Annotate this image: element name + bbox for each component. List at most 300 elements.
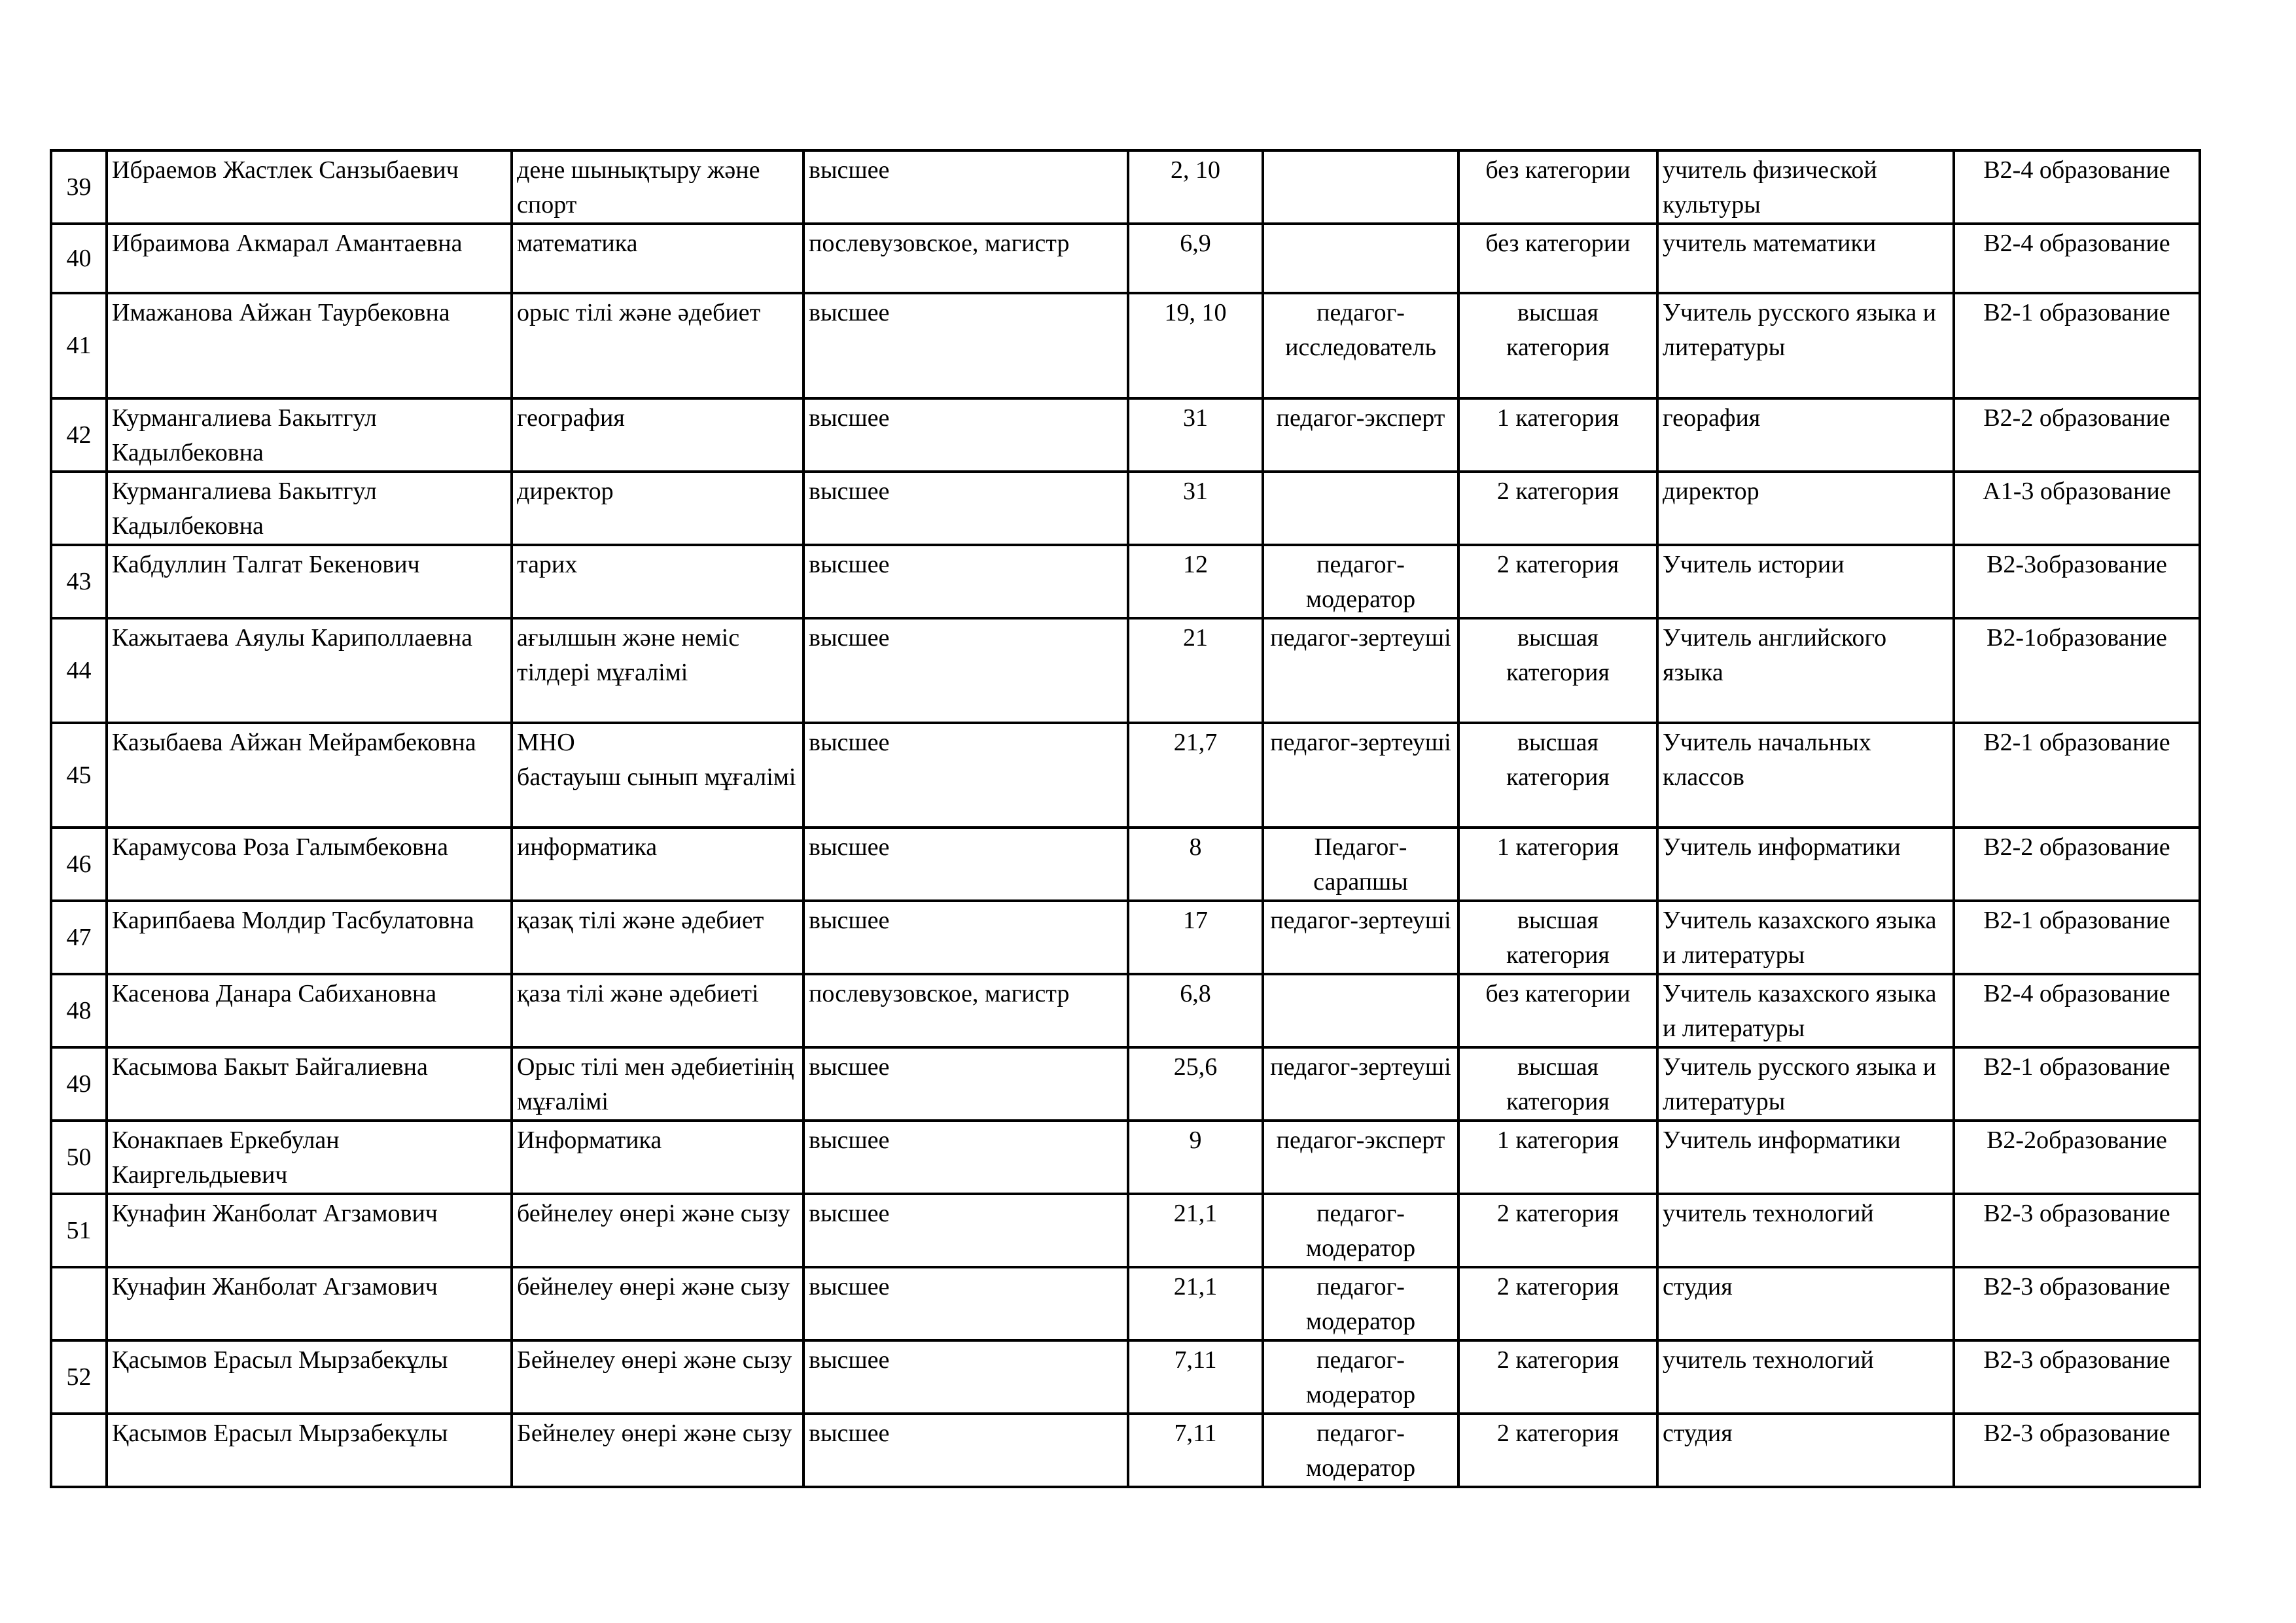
experience-cell [1128,150,1263,224]
qualification-cell [1263,472,1458,545]
category-cell [1458,1121,1657,1194]
category-cell-text: 2 категория [1496,478,1619,505]
full-name-cell-text: Кунафин Жанболат Агзамович [112,1273,438,1300]
education-cell-text: высшее [809,478,890,505]
full-name-cell [107,398,512,472]
row-number-text: 40 [66,244,92,272]
category-cell [1458,1340,1657,1414]
education-cell [804,150,1128,224]
education-cell [804,293,1128,398]
category-cell-text: высшая категория [1506,729,1610,791]
education-cell [804,1267,1128,1340]
category-cell [1458,293,1657,398]
table-row [51,974,2200,1047]
experience-cell-text: 21,7 [1173,729,1218,756]
specialty-cell [512,545,804,618]
category-cell [1458,224,1657,293]
full-name-cell-text: Конакпаев Еркебулан Каиргельдыевич [112,1126,340,1189]
experience-cell-text: 21,1 [1173,1200,1218,1227]
specialty-cell-text: Орыс тілі мен әдебиетінің мұғалімі [517,1053,794,1115]
position-cell-text: Учитель начальных классов [1663,729,1871,791]
row-number-text: 49 [66,1070,92,1098]
experience-cell [1128,1047,1263,1121]
category-cell [1458,1414,1657,1487]
education-cell [804,224,1128,293]
grade-cell [1954,1121,2200,1194]
position-cell [1657,828,1954,901]
row-number-text: 45 [66,761,92,789]
full-name-cell-text: Кажытаева Аяулы Кариполлаевна [112,624,473,652]
grade-cell-text: В2-4 образование [1983,980,2170,1007]
experience-cell-text: 21,1 [1173,1273,1218,1300]
experience-cell [1128,293,1263,398]
table-row [51,1121,2200,1194]
qualification-cell [1263,293,1458,398]
grade-cell [1954,1047,2200,1121]
experience-cell-text: 12 [1183,551,1208,578]
qualification-cell [1263,545,1458,618]
qualification-cell [1263,1121,1458,1194]
full-name-cell-text: Курмангалиева Бакытгул Кадылбековна [112,404,377,466]
category-cell-text: высшая категория [1506,299,1610,361]
full-name-cell [107,1047,512,1121]
experience-cell-text: 6,9 [1180,230,1211,257]
position-cell-text: Учитель казахского языка и литературы [1663,980,1937,1042]
education-cell-text: высшее [809,833,890,861]
specialty-cell-text: орыс тілі және әдебиет [517,299,761,326]
position-cell [1657,1340,1954,1414]
full-name-cell [107,150,512,224]
full-name-cell-text: Кунафин Жанболат Агзамович [112,1200,438,1227]
experience-cell-text: 7,11 [1174,1346,1217,1374]
row-number [51,398,107,472]
education-cell-text: высшее [809,1053,890,1081]
education-cell [804,618,1128,723]
specialty-cell [512,828,804,901]
full-name-cell-text: Карипбаева Молдир Тасбулатовна [112,907,474,934]
qualification-cell-text: педагог-зертеуші [1270,729,1451,756]
full-name-cell [107,1121,512,1194]
grade-cell [1954,1340,2200,1414]
row-number [51,545,107,618]
grade-cell-text: В2-4 образование [1983,230,2170,257]
experience-cell [1128,901,1263,974]
experience-cell-text: 6,8 [1180,980,1211,1007]
row-number [51,150,107,224]
education-cell [804,1340,1128,1414]
row-number [51,1194,107,1267]
table-row [51,618,2200,723]
experience-cell-text: 31 [1183,404,1208,432]
specialty-cell-text: бейнелеу өнері және сызу [517,1273,790,1300]
row-number-text: 39 [66,173,92,201]
experience-cell [1128,1194,1263,1267]
grade-cell-text: В2-1 образование [1983,299,2170,326]
full-name-cell [107,828,512,901]
qualification-cell [1263,150,1458,224]
qualification-cell-text: педагог-эксперт [1276,1126,1445,1154]
specialty-cell [512,150,804,224]
grade-cell [1954,545,2200,618]
specialty-cell-text: география [517,404,625,432]
specialty-cell [512,618,804,723]
position-cell [1657,545,1954,618]
category-cell-text: высшая категория [1506,624,1610,686]
specialty-cell [512,1340,804,1414]
full-name-cell-text: Имажанова Айжан Таурбековна [112,299,450,326]
row-number-text: 47 [66,923,92,951]
full-name-cell-text: Казыбаева Айжан Мейрамбековна [112,729,476,756]
row-number [51,723,107,828]
experience-cell [1128,1414,1263,1487]
row-number-text: 48 [66,996,92,1024]
grade-cell-text: А1-3 образование [1983,478,2171,505]
position-cell [1657,398,1954,472]
specialty-cell [512,224,804,293]
full-name-cell [107,1194,512,1267]
specialty-cell [512,901,804,974]
row-number-text: 52 [66,1363,92,1391]
experience-cell-text: 7,11 [1174,1420,1217,1447]
table-row [51,293,2200,398]
full-name-cell-text: Касымова Бакыт Байгалиевна [112,1053,428,1081]
full-name-cell-text: Ибраимова Акмарал Амантаевна [112,230,463,257]
table-row [51,828,2200,901]
education-cell-text: высшее [809,907,890,934]
position-cell-text: Учитель казахского языка и литературы [1663,907,1937,969]
position-cell [1657,1047,1954,1121]
qualification-cell-text: педагог-модератор [1305,1200,1416,1262]
position-cell-text: Учитель английского языка [1663,624,1887,686]
row-number [51,1047,107,1121]
specialty-cell-text: Информатика [517,1126,662,1154]
experience-cell-text: 17 [1183,907,1208,934]
education-cell-text: послевузовское, магистр [809,980,1070,1007]
specialty-cell-text: бастауыш сынып мұғалімі [517,763,796,791]
category-cell [1458,150,1657,224]
row-number [51,974,107,1047]
position-cell [1657,224,1954,293]
position-cell-text: учитель технологий [1663,1346,1874,1374]
position-cell-text: георафия [1663,404,1761,432]
category-cell [1458,1194,1657,1267]
category-cell [1458,398,1657,472]
education-cell [804,398,1128,472]
category-cell-text: 2 категория [1496,1273,1619,1300]
grade-cell [1954,901,2200,974]
category-cell [1458,472,1657,545]
row-number [51,1121,107,1194]
experience-cell [1128,1267,1263,1340]
position-cell-text: Учитель информатики [1663,1126,1901,1154]
position-cell [1657,974,1954,1047]
qualification-cell-text: педагог-модератор [1305,1346,1416,1408]
full-name-cell [107,293,512,398]
row-number-text: 42 [66,421,92,449]
specialty-cell-text: директор [517,478,614,505]
row-number-text: 41 [66,332,92,359]
specialty-cell-text: тарих [517,551,578,578]
category-cell [1458,545,1657,618]
position-cell [1657,723,1954,828]
education-cell [804,545,1128,618]
education-cell-text: высшее [809,729,890,756]
experience-cell [1128,618,1263,723]
position-cell-text: студия [1663,1273,1733,1300]
qualification-cell-text: педагог-эксперт [1276,404,1445,432]
full-name-cell [107,723,512,828]
experience-cell-text: 19, 10 [1164,299,1227,326]
education-cell-text: послевузовское, магистр [809,230,1070,257]
grade-cell [1954,224,2200,293]
category-cell-text: 2 категория [1496,551,1619,578]
education-cell-text: высшее [809,1420,890,1447]
education-cell-text: высшее [809,1200,890,1227]
specialty-cell-text: ағылшын және неміс тілдері мұғалімі [517,624,740,686]
category-cell-text: высшая категория [1506,907,1610,969]
education-cell [804,1047,1128,1121]
experience-cell-text: 31 [1183,478,1208,505]
position-cell [1657,1194,1954,1267]
education-cell [804,828,1128,901]
row-number-text: 51 [66,1216,92,1244]
education-cell [804,723,1128,828]
grade-cell-text: В2-3 образование [1983,1346,2170,1374]
category-cell-text: 1 категория [1496,404,1619,432]
specialty-cell-text: информатика [517,833,658,861]
qualification-cell [1263,618,1458,723]
grade-cell [1954,472,2200,545]
row-number [51,828,107,901]
table-row [51,1047,2200,1121]
table-row [51,901,2200,974]
experience-cell [1128,1340,1263,1414]
category-cell-text: без категории [1485,980,1631,1007]
row-number [51,901,107,974]
specialty-cell-text: қазақ тілі және әдебиет [517,907,764,934]
category-cell-text: 2 категория [1496,1200,1619,1227]
full-name-cell-text: Қасымов Ерасыл Мырзабекұлы [112,1420,448,1447]
grade-cell [1954,1194,2200,1267]
specialty-cell [512,1121,804,1194]
grade-cell [1954,1267,2200,1340]
qualification-cell [1263,901,1458,974]
experience-cell-text: 8 [1189,833,1202,861]
full-name-cell-text: Ибраемов Жастлек Санзыбаевич [112,156,459,184]
position-cell [1657,1414,1954,1487]
education-cell [804,974,1128,1047]
full-name-cell-text: Касенова Данара Сабихановна [112,980,437,1007]
experience-cell-text: 9 [1189,1126,1202,1154]
education-cell-text: высшее [809,1273,890,1300]
grade-cell [1954,398,2200,472]
grade-cell-text: В2-1 образование [1983,1053,2170,1081]
full-name-cell-text: Карамусова Роза Галымбековна [112,833,449,861]
qualification-cell-text: педагог-модератор [1305,551,1416,613]
grade-cell-text: В2-2 образование [1983,404,2170,432]
table-row [51,723,2200,828]
specialty-cell [512,723,804,828]
specialty-cell [512,1047,804,1121]
qualification-cell-text: педагог-зертеуші [1270,624,1451,652]
table-row [51,1194,2200,1267]
category-cell [1458,1047,1657,1121]
position-cell [1657,901,1954,974]
table-row [51,472,2200,545]
full-name-cell [107,472,512,545]
full-name-cell [107,224,512,293]
specialty-cell [512,472,804,545]
row-number [51,1340,107,1414]
category-cell-text: 1 категория [1496,833,1619,861]
qualification-cell-text: педагог-зертеуші [1270,907,1451,934]
qualification-cell [1263,723,1458,828]
grade-cell [1954,828,2200,901]
full-name-cell [107,618,512,723]
grade-cell-text: В2-3 образование [1983,1200,2170,1227]
position-cell [1657,150,1954,224]
qualification-cell [1263,398,1458,472]
category-cell [1458,1267,1657,1340]
specialty-cell [512,293,804,398]
education-cell [804,472,1128,545]
education-cell-text: высшее [809,551,890,578]
row-number-text: 46 [66,850,92,878]
specialty-cell [512,1194,804,1267]
position-cell-text: учитель математики [1663,230,1877,257]
position-cell-text: Учитель русского языка и литературы [1663,299,1937,361]
row-number-text: 44 [66,656,92,684]
position-cell [1657,1267,1954,1340]
experience-cell [1128,545,1263,618]
education-cell-text: высшее [809,1346,890,1374]
position-cell-text: учитель технологий [1663,1200,1874,1227]
row-number [51,472,107,545]
experience-cell-text: 2, 10 [1171,156,1220,184]
position-cell-text: Учитель информатики [1663,833,1901,861]
qualification-cell-text: педагог-зертеуші [1270,1053,1451,1081]
table-row [51,224,2200,293]
specialty-cell [512,1414,804,1487]
education-cell [804,901,1128,974]
table-row [51,1414,2200,1487]
position-cell [1657,293,1954,398]
table-row [51,150,2200,224]
experience-cell [1128,1121,1263,1194]
grade-cell-text: В2-3 образование [1983,1273,2170,1300]
grade-cell-text: В2-2образование [1987,1126,2167,1154]
specialty-cell [512,1267,804,1340]
full-name-cell-text: Кабдуллин Талгат Бекенович [112,551,420,578]
grade-cell-text: В2-3 образование [1983,1420,2170,1447]
qualification-cell-text: педагог-модератор [1305,1420,1416,1482]
specialty-cell-text: бейнелеу өнері және сызу [517,1200,790,1227]
experience-cell [1128,472,1263,545]
full-name-cell [107,1340,512,1414]
table-body [51,150,2200,1487]
grade-cell [1954,723,2200,828]
full-name-cell [107,974,512,1047]
row-number [51,224,107,293]
education-cell-text: высшее [809,404,890,432]
grade-cell-text: В2-1 образование [1983,907,2170,934]
staff-table [50,149,2201,1488]
education-cell [804,1194,1128,1267]
education-cell [804,1414,1128,1487]
qualification-cell [1263,1194,1458,1267]
qualification-cell [1263,1340,1458,1414]
category-cell [1458,828,1657,901]
category-cell-text: без категории [1485,156,1631,184]
grade-cell [1954,293,2200,398]
specialty-cell [512,974,804,1047]
grade-cell-text: В2-1образование [1987,624,2167,652]
specialty-cell-text: дене шынықтыру және спорт [517,156,760,218]
full-name-cell [107,545,512,618]
qualification-cell [1263,974,1458,1047]
specialty-cell-text: Бейнелеу өнері және сызу [517,1420,792,1447]
grade-cell [1954,618,2200,723]
qualification-cell-text: педагог-исследователь [1285,299,1436,361]
grade-cell-text: В2-1 образование [1983,729,2170,756]
full-name-cell [107,1414,512,1487]
position-cell-text: студия [1663,1420,1733,1447]
full-name-cell [107,1267,512,1340]
category-cell-text: высшая категория [1506,1053,1610,1115]
full-name-cell-text: Қасымов Ерасыл Мырзабекұлы [112,1346,448,1374]
education-cell-text: высшее [809,156,890,184]
row-number-text: 43 [66,567,92,595]
row-number [51,1267,107,1340]
category-cell-text: 2 категория [1496,1346,1619,1374]
qualification-cell [1263,1267,1458,1340]
specialty-cell-text: қаза тілі және әдебиеті [517,980,759,1007]
category-cell [1458,618,1657,723]
qualification-cell [1263,828,1458,901]
row-number [51,1414,107,1487]
position-cell-text: Учитель русского языка и литературы [1663,1053,1937,1115]
specialty-cell-text: МНО [517,729,575,756]
category-cell-text: без категории [1485,230,1631,257]
experience-cell [1128,398,1263,472]
grade-cell [1954,974,2200,1047]
experience-cell [1128,974,1263,1047]
grade-cell [1954,150,2200,224]
position-cell [1657,618,1954,723]
specialty-cell [512,398,804,472]
position-cell-text: директор [1663,478,1759,505]
category-cell-text: 1 категория [1496,1126,1619,1154]
category-cell-text: 2 категория [1496,1420,1619,1447]
qualification-cell [1263,1414,1458,1487]
position-cell [1657,1121,1954,1194]
experience-cell-text: 25,6 [1173,1053,1218,1081]
table-row [51,1340,2200,1414]
qualification-cell-text: педагог-модератор [1305,1273,1416,1335]
experience-cell-text: 21 [1183,624,1208,652]
position-cell [1657,472,1954,545]
experience-cell [1128,828,1263,901]
education-cell-text: высшее [809,1126,890,1154]
row-number-text: 50 [66,1143,92,1171]
category-cell [1458,901,1657,974]
specialty-cell-text: математика [517,230,638,257]
row-number [51,293,107,398]
education-cell-text: высшее [809,624,890,652]
grade-cell-text: В2-2 образование [1983,833,2170,861]
grade-cell [1954,1414,2200,1487]
category-cell [1458,723,1657,828]
